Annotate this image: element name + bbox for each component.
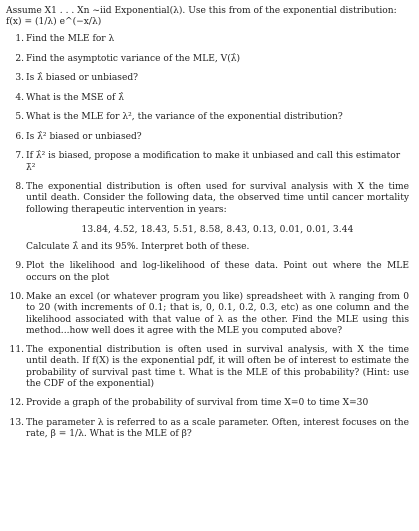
question-2: 2. Find the asymptotic variance of the MLE, V(λ̂) bbox=[15, 53, 241, 64]
question-9: 9. Plot the likelihood and log-likelihood of these data. Point out where the MLE occurs on the plot bbox=[15, 261, 409, 283]
survival-data-values: 13.84, 4.52, 18.43, 5.51, 8.58, 8.43, 0.13, 0.01, 0.01, 3.44 bbox=[81, 224, 354, 235]
question-list bbox=[6, 34, 409, 440]
question-3: 3. Is λ̂ biased or unbiased? bbox=[15, 73, 139, 84]
question-13: 13. The parameter λ is referred to as a scale parameter. Often, interest focuses on the rate, β = 1/λ. What is the MLE of β? bbox=[9, 417, 409, 440]
question-7: 7. If λ̂² is biased, propose a modification to make it unbiased and call this estimator λ̃² bbox=[15, 151, 401, 173]
question-8: 8. The exponential distribution is often used for survival analysis with X the time until death. Consider the following data, the observed time until cancer mortality following therapeutic intervention in years: 13.84, 4.52, 18.43, 5.51, 8.58, 8.43, 0.13, 0.01, 0.01, 3.44 Calculate λ̂ and its 95%. Interpret both of these. bbox=[15, 182, 409, 252]
question-12: 12. Provide a graph of the probability of survival from time X=0 to time X=30 bbox=[9, 398, 369, 409]
intro-line-2: f(x) = (1/λ) e^(−x/λ) bbox=[6, 17, 102, 28]
question-1: 1. Find the MLE for λ bbox=[15, 34, 115, 45]
question-10: 10. Make an excel (or whatever program you like) spreadsheet with λ ranging from 0 to 20 (with increments of 0.1; that is, 0, 0.1, 0.2, 0.3, etc) as one column and the likelihood associated with that value of λ as the other. Find the MLE using this method...how well does it agree with the MLE you computed above? bbox=[9, 292, 409, 336]
question-4: 4. What is the MSE of λ̂ bbox=[15, 92, 124, 103]
question-6: 6. Is λ̂² biased or unbiased? bbox=[15, 131, 142, 142]
question-11: 11. The exponential distribution is often used in survival analysis, with X the time until death. If f(X) is the exponential pdf, it will often be of interest to estimate the probability of survival past time t. What is the MLE of this probability? (Hint: use the CDF of the exponential) bbox=[9, 345, 409, 389]
question-8-followup: Calculate λ̂ and its 95%. Interpret both of these. bbox=[26, 241, 250, 252]
question-5: 5. What is the MLE for λ², the variance of the exponential distribution? bbox=[15, 112, 343, 123]
intro-line-1: Assume X1 . . . Xn ~iid Exponential(λ). Use this from of the exponential distribution: bbox=[6, 6, 397, 16]
